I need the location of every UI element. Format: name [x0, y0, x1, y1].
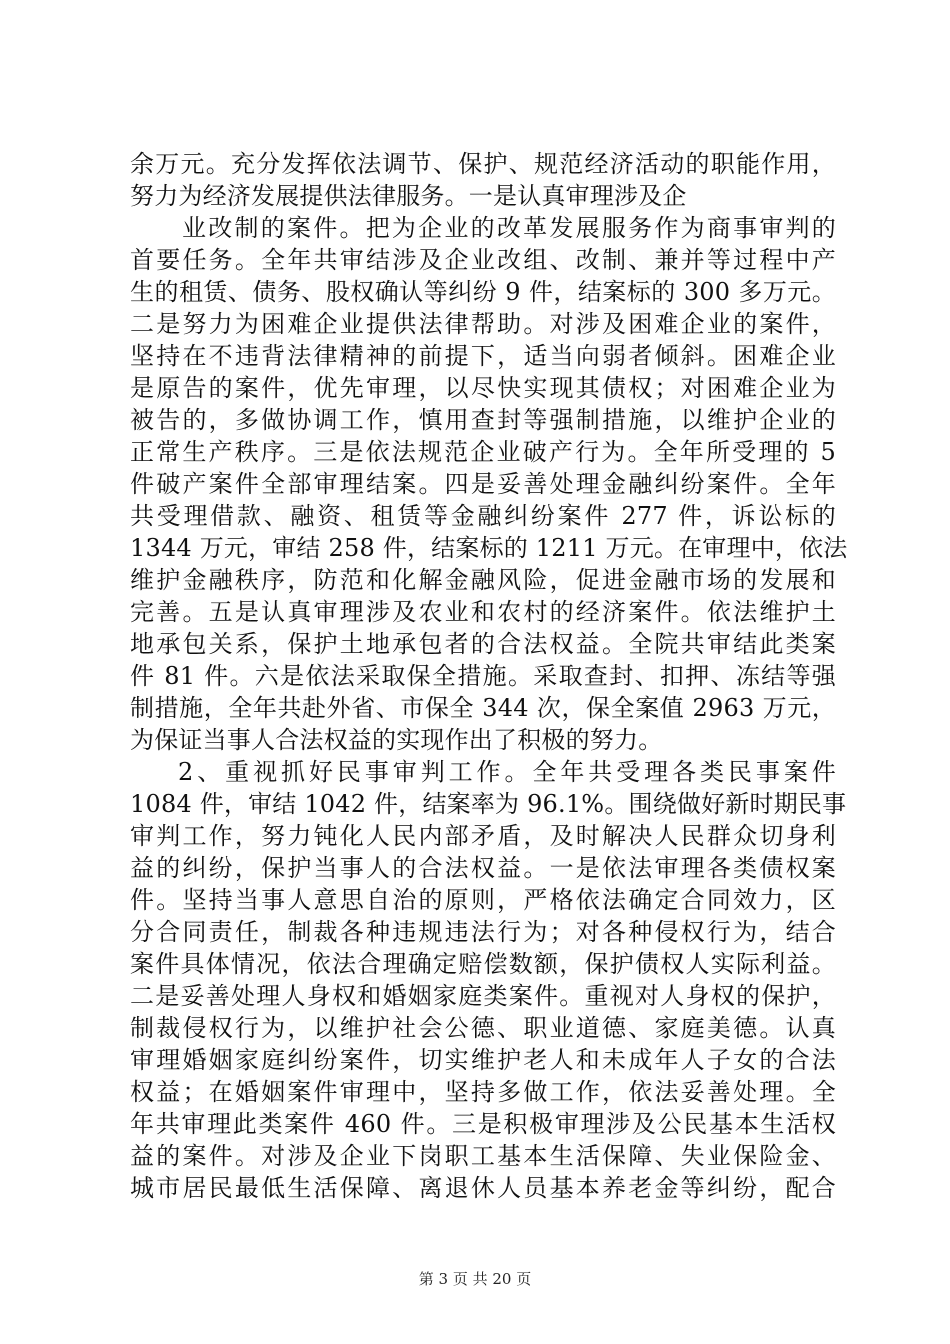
text-line: 益的案件。对涉及企业下岗职工基本生活保障、失业保险金、 [130, 1142, 836, 1170]
text-line: 制措施，全年共赴外省、市保全 344 次，保全案值 2963 万元， [130, 694, 836, 722]
text-line: 维护金融秩序，防范和化解金融风险，促进金融市场的发展和 [130, 566, 836, 594]
text-line: 正常生产秩序。三是依法规范企业破产行为。全年所受理的 5 [130, 438, 836, 466]
text-line: 努力为经济发展提供法律服务。一是认真审理涉及企 [130, 182, 687, 210]
text-line: 被告的，多做协调工作，慎用查封等强制措施，以维护企业的 [130, 406, 836, 434]
text-line: 分合同责任，制裁各种违规违法行为；对各种侵权行为，结合 [130, 918, 836, 946]
text-line: 城市居民最低生活保障、离退休人员基本养老金等纠纷，配合 [130, 1174, 836, 1202]
text-line: 制裁侵权行为，以维护社会公德、职业道德、家庭美德。认真 [130, 1014, 836, 1042]
text-line: 二是努力为困难企业提供法律帮助。对涉及困难企业的案件， [130, 310, 836, 338]
text-line: 是原告的案件，优先审理，以尽快实现其债权；对困难企业为 [130, 374, 836, 402]
text-line: 审理婚姻家庭纠纷案件，切实维护老人和未成年人子女的合法 [130, 1046, 836, 1074]
text-line: 为保证当事人合法权益的实现作出了积极的努力。 [130, 726, 663, 754]
document-body [130, 148, 848, 1204]
text-line: 件 81 件。六是依法采取保全措施。采取查封、扣押、冻结等强 [130, 662, 836, 690]
text-line: 1344 万元，审结 258 件，结案标的 1211 万元。在审理中，依法 [130, 534, 848, 562]
text-line: 年共审理此类案件 460 件。三是积极审理涉及公民基本生活权 [130, 1110, 836, 1138]
text-line: 共受理借款、融资、租赁等金融纠纷案件 277 件，诉讼标的 [130, 502, 836, 530]
text-line: 1084 件，审结 1042 件，结案率为 96.1%。围绕做好新时期民事 [130, 790, 847, 818]
text-line: 件破产案件全部审理结案。四是妥善处理金融纠纷案件。全年 [130, 470, 836, 498]
text-line: 益的纠纷，保护当事人的合法权益。一是依法审理各类债权案 [130, 854, 836, 882]
text-line: 生的租赁、债务、股权确认等纠纷 9 件，结案标的 300 多万元。 [130, 278, 836, 306]
text-line: 业改制的案件。把为企业的改革发展服务作为商事审判的 [182, 214, 836, 242]
text-line: 坚持在不违背法律精神的前提下，适当向弱者倾斜。困难企业 [130, 342, 836, 370]
text-line: 审判工作，努力钝化人民内部矛盾，及时解决人民群众切身利 [130, 822, 836, 850]
text-line: 2、重视抓好民事审判工作。全年共受理各类民事案件 [178, 758, 836, 786]
text-line: 首要任务。全年共审结涉及企业改组、改制、兼并等过程中产 [130, 246, 836, 274]
text-line: 地承包关系，保护土地承包者的合法权益。全院共审结此类案 [130, 630, 836, 658]
text-line: 完善。五是认真审理涉及农业和农村的经济案件。依法维护土 [130, 598, 836, 626]
text-line: 件。坚持当事人意思自治的原则，严格依法确定合同效力，区 [130, 886, 836, 914]
text-line: 权益；在婚姻案件审理中，坚持多做工作，依法妥善处理。全 [130, 1078, 836, 1106]
page-number-footer: 第 3 页 共 20 页 [418, 1270, 532, 1288]
text-line: 余万元。充分发挥依法调节、保护、规范经济活动的职能作用， [130, 150, 836, 178]
text-line: 二是妥善处理人身权和婚姻家庭类案件。重视对人身权的保护， [130, 982, 836, 1010]
text-line: 案件具体情况，依法合理确定赔偿数额，保护债权人实际利益。 [130, 950, 836, 978]
